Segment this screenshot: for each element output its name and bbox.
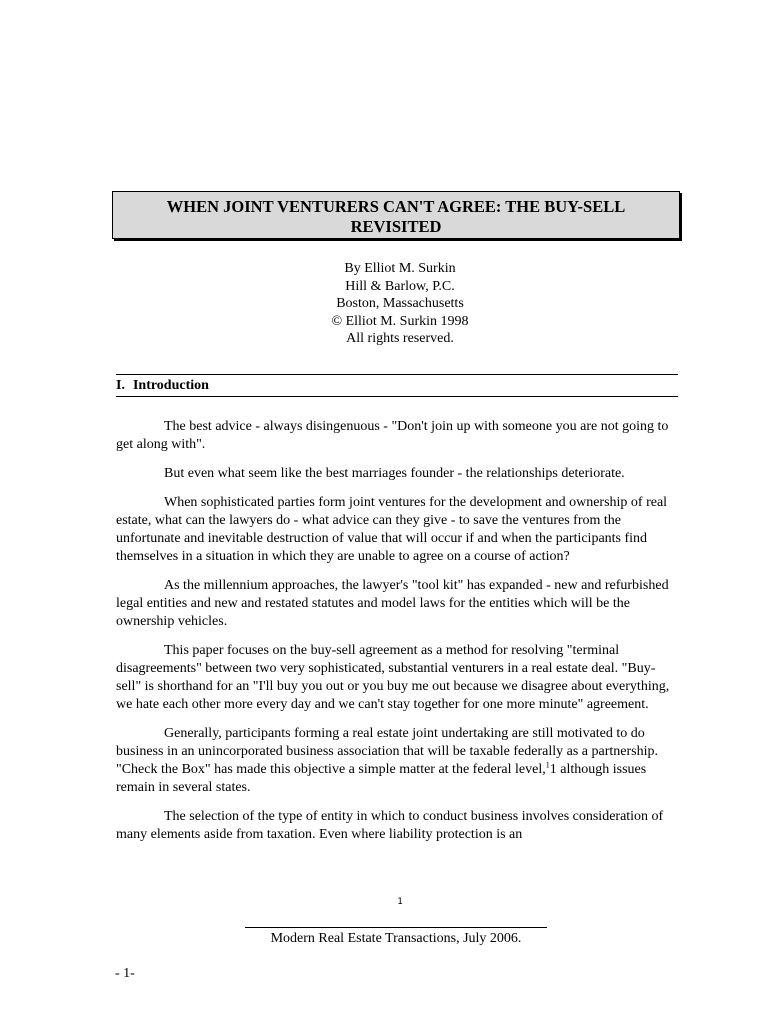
body-text: [116, 418, 680, 855]
title-line-1: WHEN JOINT VENTURERS CAN'T AGREE: THE BUY-SELL: [166, 197, 626, 216]
paragraph: The selection of the type of entity in which to conduct business involves consideration of many elements aside from taxation. Even where liability protection is an: [116, 809, 664, 842]
paragraph: As the millennium approaches, the lawyer's "tool kit" has expanded - new and refurbished legal entities and new and restated statutes and model laws for the entities which will be the ownership vehicles.: [116, 578, 669, 629]
copyright: © Elliot M. Surkin 1998: [331, 313, 469, 329]
page-number: - 1-: [115, 966, 135, 981]
byline: [300, 260, 500, 348]
footer-divider: [245, 927, 547, 928]
paragraph: But even what seem like the best marriages founder - the relationships deteriorate.: [164, 466, 625, 481]
paragraph: When sophisticated parties form joint ventures for the development and ownership of real estate, what can the lawyers do - what advice can they give - to save the ventures from the unfortunate and inevitable destruction of value that will occur if and when the participants find themselves in a situation in which they are unable to agree on a course of action?: [116, 495, 668, 564]
paragraph: [116, 725, 680, 797]
footnote-reference[interactable]: 1: [545, 760, 550, 770]
location: Boston, Massachusetts: [336, 296, 464, 311]
paragraph: This paper focuses on the buy-sell agreement as a method for resolving "terminal disagreements" between two very sophisticated, substantial venturers in a real estate deal. "Buy-sell" is shorthand for an "I'll buy you out or you buy me out because we disagree about everything, we hate each other more every day and we can't stay together for one more minute" agreement.: [116, 643, 670, 712]
rights: All rights reserved.: [346, 331, 454, 346]
paragraph-text: 1 although issues remain in several states.: [116, 762, 647, 795]
paragraph: The best advice - always disingenuous - "Don't join up with someone you are not going to get along with".: [116, 419, 669, 452]
footnote-marker: 1: [397, 897, 403, 907]
section-title: Introduction: [132, 378, 209, 393]
firm: Hill & Barlow, P.C.: [345, 278, 455, 294]
paragraph-text: Generally, participants forming a real estate joint undertaking are still motivated to do business in an unincorporated business association that will be taxable federally as a partnership. "Check the Box" has made this objective a simple matter at the federal level,: [116, 726, 658, 777]
section-number: I.: [116, 378, 125, 393]
footer-text: Modern Real Estate Transactions, July 2006.: [270, 931, 522, 946]
document-title: [112, 191, 680, 239]
title-line-2: REVISITED: [350, 217, 442, 236]
section-heading: [116, 374, 678, 397]
author: By Elliot M. Surkin: [344, 261, 456, 276]
